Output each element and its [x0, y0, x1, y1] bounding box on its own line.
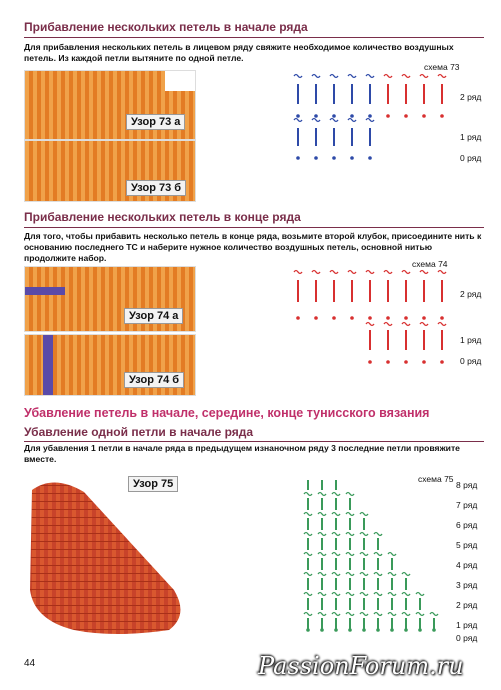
tilde-symbol [416, 613, 424, 616]
tilde-symbol [374, 553, 382, 556]
photo-73a-label: Узор 73 а [126, 114, 185, 130]
schema-75-row7: 7 ряд [456, 500, 478, 510]
schema-73-title: схема 73 [424, 62, 460, 72]
chain-dot [332, 114, 336, 118]
chain-dot [350, 114, 354, 118]
tilde-symbol [430, 613, 438, 616]
tilde-symbol [348, 75, 356, 78]
chain-dot [368, 360, 372, 364]
tilde-symbol [388, 553, 396, 556]
tilde-symbol [312, 75, 320, 78]
chain-dot [440, 114, 444, 118]
schema-73-row2: 2 ряд [460, 92, 482, 102]
tilde-symbol [438, 271, 446, 274]
tilde-symbol [332, 513, 340, 516]
section3-text: Для убавления 1 петли в начале ряда в предыдущем изнаночном ряду 3 последние петли провяжите вместе. [24, 443, 460, 464]
tilde-symbol [402, 271, 410, 274]
tilde-symbol [402, 593, 410, 596]
tilde-symbol [332, 613, 340, 616]
schema-74-row1: 1 ряд [460, 335, 482, 345]
section3-subtitle: Убавление одной петли в начале ряда [24, 425, 254, 439]
chain-dot [368, 114, 372, 118]
tilde-symbol [304, 513, 312, 516]
chain-dot [350, 316, 354, 320]
section2-text: Для того, чтобы прибавить несколько петель в конце ряда, возьмите второй клубок, присоедините нить к основанию последнего ТС и наберите нужное количество воздушных петель, основной нитью продолжите набор. [24, 231, 482, 263]
tilde-symbol [318, 493, 326, 496]
tilde-symbol [330, 119, 338, 122]
schema-75-row5: 5 ряд [456, 540, 478, 550]
chain-dot [386, 360, 390, 364]
tilde-symbol [304, 533, 312, 536]
tilde-symbol [384, 323, 392, 326]
tilde-symbol [388, 573, 396, 576]
schema-75-row0: 0 ряд [456, 633, 478, 643]
chain-dot [440, 360, 444, 364]
chain-dot [306, 628, 310, 632]
tilde-symbol [318, 513, 326, 516]
chain-dot [386, 114, 390, 118]
chain-dot [418, 628, 422, 632]
tilde-symbol [346, 613, 354, 616]
tilde-symbol [374, 573, 382, 576]
photo-75-label: Узор 75 [128, 476, 178, 492]
tilde-symbol [402, 573, 410, 576]
chain-dot [404, 316, 408, 320]
schema-75-row6: 6 ряд [456, 520, 478, 530]
chain-dot [314, 114, 318, 118]
chain-dot [386, 316, 390, 320]
chain-dot [368, 156, 372, 160]
schema-75-title: схема 75 [418, 474, 454, 484]
knitted-triangle [24, 470, 194, 640]
tilde-symbol [348, 271, 356, 274]
chain-dot [314, 316, 318, 320]
photo-75 [24, 470, 194, 640]
tilde-symbol [318, 573, 326, 576]
chain-dot [404, 114, 408, 118]
tilde-symbol [346, 553, 354, 556]
section3-title: Убавление петель в начале, середине, конце тунисского вязания [24, 406, 430, 420]
tilde-symbol [402, 75, 410, 78]
photo-74b-label: Узор 74 б [124, 372, 184, 388]
schema-75-row3: 3 ряд [456, 580, 478, 590]
tilde-symbol [360, 613, 368, 616]
schema-74-row2: 2 ряд [460, 289, 482, 299]
tilde-symbol [374, 593, 382, 596]
tilde-symbol [304, 573, 312, 576]
tilde-symbol [294, 75, 302, 78]
schema-74-row0: 0 ряд [460, 356, 482, 366]
chain-dot [350, 156, 354, 160]
tilde-symbol [346, 593, 354, 596]
divider [24, 227, 484, 228]
chain-dot [296, 114, 300, 118]
tilde-symbol [438, 75, 446, 78]
tilde-symbol [374, 613, 382, 616]
chain-dot [432, 628, 436, 632]
tilde-symbol [360, 573, 368, 576]
tilde-symbol [348, 119, 356, 122]
tilde-symbol [312, 271, 320, 274]
tilde-symbol [346, 493, 354, 496]
tilde-symbol [416, 593, 424, 596]
chain-dot [422, 360, 426, 364]
tilde-symbol [388, 593, 396, 596]
chain-dot [296, 156, 300, 160]
divider [24, 441, 484, 442]
tilde-symbol [402, 323, 410, 326]
tilde-symbol [318, 533, 326, 536]
chain-dot [362, 628, 366, 632]
chain-dot [334, 628, 338, 632]
tilde-symbol [360, 513, 368, 516]
photo-74a-label: Узор 74 а [124, 308, 183, 324]
tilde-symbol [312, 119, 320, 122]
tilde-symbol [294, 119, 302, 122]
tilde-symbol [360, 553, 368, 556]
chain-dot [440, 316, 444, 320]
chain-dot [332, 156, 336, 160]
chain-dot [332, 316, 336, 320]
tilde-symbol [318, 593, 326, 596]
tilde-symbol [330, 75, 338, 78]
chain-dot [368, 316, 372, 320]
tilde-symbol [384, 75, 392, 78]
chain-dot [296, 316, 300, 320]
tilde-symbol [346, 533, 354, 536]
tilde-symbol [384, 271, 392, 274]
tilde-symbol [374, 533, 382, 536]
schema-75-row8: 8 ряд [456, 480, 478, 490]
schema-75-row2: 2 ряд [456, 600, 478, 610]
schema-73-row0: 0 ряд [460, 153, 482, 163]
section2-title: Прибавление нескольких петель в конце ряда [24, 210, 301, 224]
tilde-symbol [402, 613, 410, 616]
tilde-symbol [366, 323, 374, 326]
tilde-symbol [332, 593, 340, 596]
tilde-symbol [304, 553, 312, 556]
tilde-symbol [332, 533, 340, 536]
chain-dot [376, 628, 380, 632]
chain-dot [404, 360, 408, 364]
schema-73-diagram [290, 70, 460, 170]
chain-dot [320, 628, 324, 632]
tilde-symbol [332, 573, 340, 576]
schema-73-row1: 1 ряд [460, 132, 482, 142]
tilde-symbol [330, 271, 338, 274]
chain-dot [348, 628, 352, 632]
section1-text: Для прибавления нескольких петель в лицевом ряду свяжите необходимое количество воздушных петель. Из каждой петли вытяните по одной петле. [24, 42, 454, 63]
tilde-symbol [318, 613, 326, 616]
tilde-symbol [332, 493, 340, 496]
schema-75-row1: 1 ряд [456, 620, 478, 630]
tilde-symbol [294, 271, 302, 274]
tilde-symbol [420, 75, 428, 78]
tilde-symbol [366, 271, 374, 274]
page-number: 44 [24, 658, 36, 669]
watermark: PassionForum.ru [258, 652, 464, 680]
schema-75-row4: 4 ряд [456, 560, 478, 570]
tilde-symbol [420, 271, 428, 274]
chain-dot [390, 628, 394, 632]
divider [24, 37, 484, 38]
tilde-symbol [304, 593, 312, 596]
tilde-symbol [304, 493, 312, 496]
tilde-symbol [318, 553, 326, 556]
tilde-symbol [332, 553, 340, 556]
tilde-symbol [388, 613, 396, 616]
tilde-symbol [438, 323, 446, 326]
tilde-symbol [366, 119, 374, 122]
chain-dot [404, 628, 408, 632]
tilde-symbol [360, 593, 368, 596]
tilde-symbol [346, 573, 354, 576]
tilde-symbol [366, 75, 374, 78]
tilde-symbol [420, 323, 428, 326]
chain-dot [422, 316, 426, 320]
photo-73b-label: Узор 73 б [126, 180, 186, 196]
schema-75-diagram [300, 480, 460, 640]
schema-75-row-labels [456, 480, 477, 645]
chain-dot [314, 156, 318, 160]
tilde-symbol [360, 533, 368, 536]
chain-dot [422, 114, 426, 118]
tilde-symbol [346, 513, 354, 516]
section1-title: Прибавление нескольких петель в начале ряда [24, 20, 308, 34]
tilde-symbol [304, 613, 312, 616]
schema-74-title: схема 74 [412, 259, 448, 269]
schema-74-diagram [290, 266, 460, 372]
